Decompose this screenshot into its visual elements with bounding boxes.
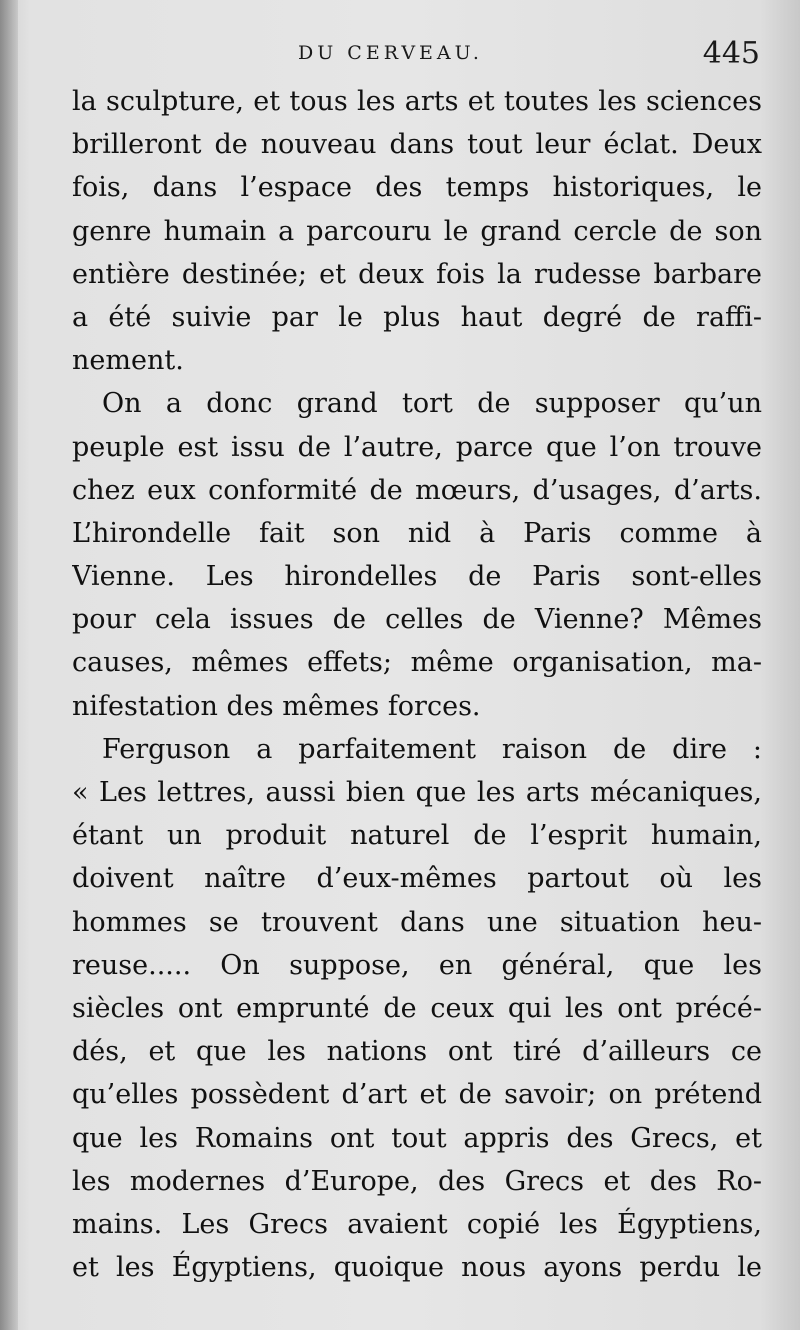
text-line: dés, et que les nations ont tiré d’ailleurs ce bbox=[72, 1036, 762, 1068]
text-line: hommes se trouvent dans une situation heu- bbox=[72, 906, 762, 938]
text-line: siècles ont emprunté de ceux qui les ont précé- bbox=[72, 992, 762, 1024]
text-line: chez eux conformité de mœurs, d’usages, d’arts. bbox=[72, 474, 762, 506]
text-line: causes, mêmes effets; même organisation, ma- bbox=[72, 647, 762, 679]
text-line: la sculpture, et tous les arts et toutes les sciences bbox=[72, 86, 762, 117]
text-line: que les Romains ont tout appris des Grecs, et bbox=[72, 1122, 762, 1154]
body-text bbox=[72, 80, 762, 1289]
text-line: Ferguson a parfaitement raison de dire : bbox=[102, 733, 762, 765]
text-line: Vienne. Les hirondelles de Paris sont-elles bbox=[72, 561, 762, 593]
text-line: pour cela issues de celles de Vienne? Mêmes bbox=[72, 604, 762, 636]
page-header bbox=[0, 36, 800, 76]
text-line: « Les lettres, aussi bien que les arts mécaniques, bbox=[72, 777, 762, 808]
running-head: DU CERVEAU. bbox=[298, 42, 483, 64]
text-line: a été suivie par le plus haut degré de raffi- bbox=[72, 301, 762, 333]
page-gutter-shadow bbox=[0, 0, 18, 1330]
text-line: les modernes d’Europe, des Grecs et des Ro- bbox=[72, 1165, 762, 1197]
page-number: 445 bbox=[702, 36, 760, 71]
text-line: fois, dans l’espace des temps historiques, le bbox=[72, 172, 762, 204]
text-line: nement. bbox=[72, 345, 184, 377]
text-line: entière destinée; et deux fois la rudesse barbare bbox=[72, 258, 762, 290]
text-line: reuse..... On suppose, en général, que les bbox=[72, 949, 762, 981]
text-line: et les Égyptiens, quoique nous ayons perdu le bbox=[72, 1252, 762, 1284]
text-line: nifestation des mêmes forces. bbox=[72, 690, 481, 722]
text-line: étant un produit naturel de l’esprit humain, bbox=[72, 820, 762, 852]
text-line: genre humain a parcouru le grand cercle de son bbox=[72, 215, 762, 247]
text-line: peuple est issu de l’autre, parce que l’on trouve bbox=[72, 431, 762, 463]
text-line: qu’elles possèdent d’art et de savoir; on prétend bbox=[72, 1079, 762, 1111]
text-line: L’hirondelle fait son nid à Paris comme à bbox=[72, 517, 762, 549]
text-line: brilleront de nouveau dans tout leur éclat. Deux bbox=[72, 129, 762, 161]
text-line: On a donc grand tort de supposer qu’un bbox=[102, 388, 762, 420]
text-line: doivent naître d’eux-mêmes partout où les bbox=[72, 863, 762, 895]
text-line: mains. Les Grecs avaient copié les Égyptiens, bbox=[72, 1208, 762, 1240]
